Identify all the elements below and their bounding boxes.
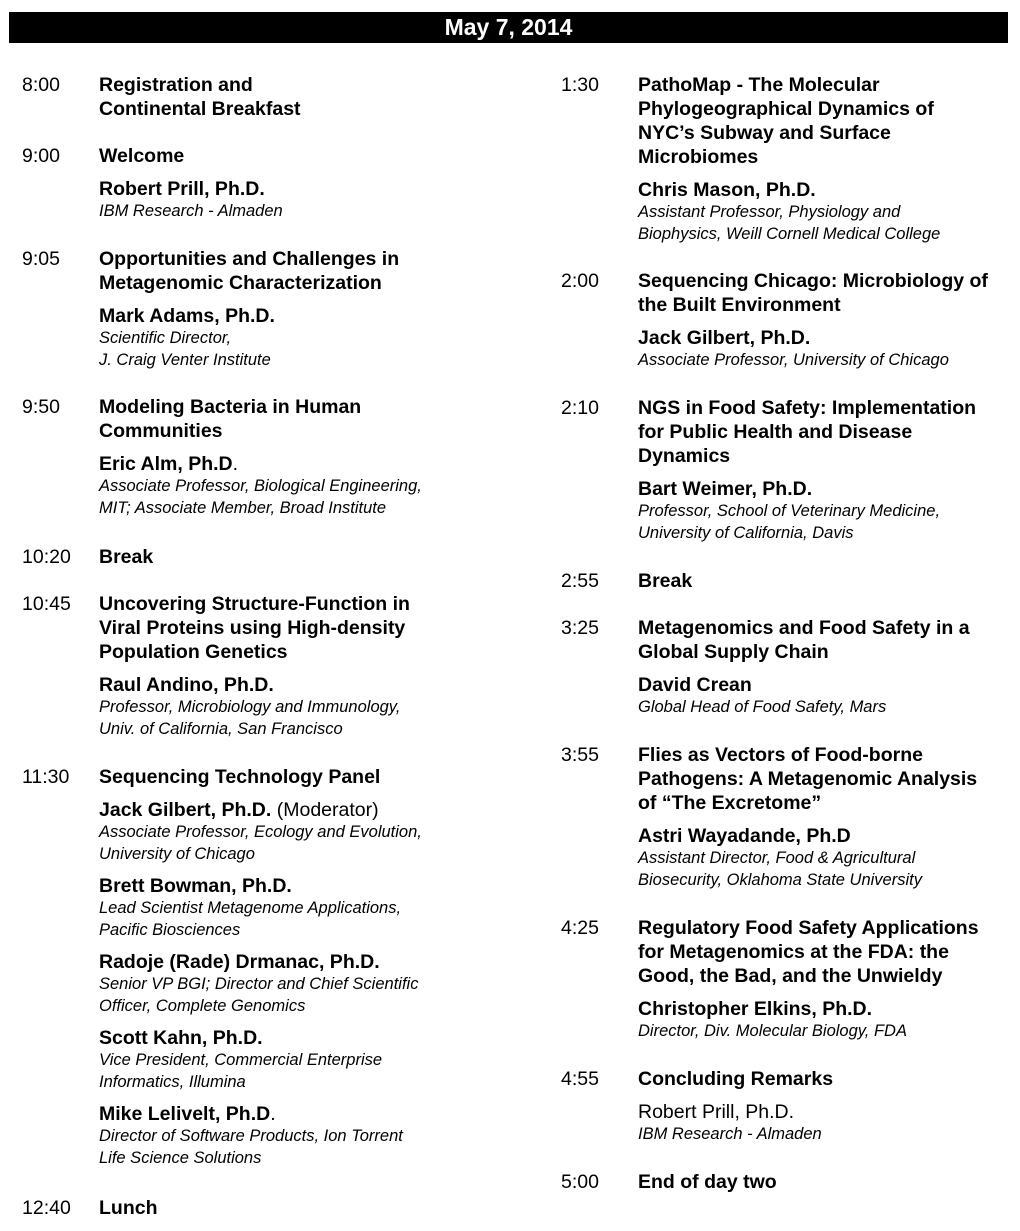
session-title	[99, 144, 489, 168]
affiliation-line: Senior VP BGI; Director and Chief Scientific	[99, 975, 419, 993]
session-title-line: Break	[99, 546, 154, 568]
session-title	[638, 1170, 1020, 1194]
session-title-line: Population Genetics	[99, 641, 288, 663]
session-content	[99, 765, 489, 1169]
session-title-line: Uncovering Structure-Function in	[99, 593, 410, 615]
affiliation-line: University of California, Davis	[638, 523, 854, 542]
affiliation-line: J. Craig Venter Institute	[99, 350, 271, 369]
session-title-line: End of day two	[638, 1171, 777, 1193]
session-content	[99, 247, 489, 371]
affiliation-line: Lead Scientist Metagenome Applications,	[99, 899, 402, 917]
session-time: 10:45	[22, 593, 71, 615]
session-title-line: Opportunities and Challenges in	[99, 248, 400, 270]
speaker-block	[638, 478, 1020, 544]
session-time: 2:55	[561, 570, 599, 592]
session-time: 4:25	[561, 917, 599, 939]
session-title-line: Sequencing Chicago: Microbiology of	[638, 270, 988, 292]
session-content	[638, 1067, 1020, 1146]
affiliation-line: IBM Research - Almaden	[638, 1125, 822, 1143]
affiliation-line: Assistant Professor, Physiology and	[638, 203, 901, 221]
speaker-name-bold: Bart Weimer, Ph.D.	[638, 478, 813, 500]
session-content	[638, 569, 1020, 593]
speaker-name	[99, 453, 489, 476]
affiliation-line: Associate Professor, University of Chicago	[638, 351, 949, 369]
speaker-name	[99, 674, 489, 697]
speaker-affiliation	[99, 697, 489, 740]
speaker-name-bold: Robert Prill, Ph.D.	[99, 178, 265, 200]
speaker-name	[99, 178, 489, 201]
speaker-affiliation	[99, 201, 489, 223]
session-title	[638, 616, 1020, 664]
speaker-name-bold: Jack Gilbert, Ph.D.	[99, 799, 272, 821]
session-title-line: Flies as Vectors of Food-borne	[638, 744, 923, 766]
session-title	[638, 73, 1020, 169]
session-content	[638, 396, 1020, 544]
speaker-name-bold: Mark Adams, Ph.D.	[99, 305, 275, 327]
affiliation-line: Scientific Director,	[99, 329, 232, 347]
speaker-block	[99, 1027, 489, 1093]
affiliation-line: Associate Professor, Ecology and Evolution,	[99, 823, 422, 841]
session-title-line: Lunch	[99, 1197, 158, 1219]
speaker-affiliation	[99, 476, 489, 519]
speaker-name-suffix: .	[232, 453, 239, 475]
affiliation-line: Biosecurity, Oklahoma State University	[638, 870, 922, 889]
session-title	[638, 269, 1020, 317]
session-title-line: Phylogeographical Dynamics of	[638, 98, 934, 120]
session-time: 4:55	[561, 1068, 599, 1090]
affiliation-line: MIT; Associate Member, Broad Institute	[99, 498, 387, 517]
session-time: 5:00	[561, 1171, 599, 1193]
speaker-name-bold: Radoje (Rade) Drmanac, Ph.D.	[99, 951, 380, 973]
speaker-affiliation	[638, 1021, 1020, 1043]
session-time: 2:10	[561, 397, 599, 419]
speaker-name	[99, 305, 489, 328]
speaker-name-suffix: .	[270, 1103, 276, 1125]
session-title	[638, 916, 1020, 988]
speaker-name-bold: Brett Bowman, Ph.D.	[99, 875, 292, 897]
session-title-line: for Metagenomics at the FDA: the	[638, 941, 949, 963]
speaker-name	[99, 1103, 489, 1126]
affiliation-line: Director, Div. Molecular Biology, FDA	[638, 1022, 907, 1040]
speaker-affiliation	[99, 328, 489, 371]
session-title	[99, 765, 489, 789]
affiliation-line: Global Head of Food Safety, Mars	[638, 698, 887, 716]
session-content	[638, 916, 1020, 1043]
speaker-affiliation	[99, 974, 489, 1017]
session-title	[99, 395, 489, 443]
speaker-block	[99, 453, 489, 519]
session-title	[638, 569, 1020, 593]
session-title	[638, 1067, 1020, 1091]
speaker-block	[99, 875, 489, 941]
affiliation-line: Associate Professor, Biological Engineering,	[99, 477, 422, 495]
session-content	[638, 73, 1020, 245]
session-title-line: Concluding Remarks	[638, 1068, 834, 1090]
speaker-affiliation	[99, 822, 489, 865]
speaker-name	[638, 998, 1020, 1021]
speaker-affiliation	[638, 1124, 1020, 1146]
speaker-block	[99, 951, 489, 1017]
session-title	[99, 1196, 489, 1220]
session-title-line: the Built Environment	[638, 294, 841, 316]
session-title-line: Good, the Bad, and the Unwieldy	[638, 965, 943, 987]
speaker-affiliation	[638, 848, 1020, 891]
speaker-block	[99, 305, 489, 371]
affiliation-line: Assistant Director, Food & Agricultural	[638, 849, 916, 867]
session-title-line: Registration and	[99, 74, 253, 96]
session-content	[99, 144, 489, 223]
affiliation-line: Informatics, Illumina	[99, 1072, 246, 1091]
speaker-block	[638, 998, 1020, 1043]
session-title-line: Metagenomics and Food Safety in a	[638, 617, 970, 639]
speaker-name-bold: Mike Lelivelt, Ph.D	[99, 1103, 271, 1125]
speaker-affiliation	[638, 350, 1020, 372]
speaker-affiliation	[99, 1050, 489, 1093]
speaker-affiliation	[99, 898, 489, 941]
speaker-block	[638, 674, 1020, 719]
affiliation-line: Life Science Solutions	[99, 1148, 262, 1167]
session-content	[638, 743, 1020, 891]
speaker-name-bold: Scott Kahn, Ph.D.	[99, 1027, 263, 1049]
speaker-name-bold: Raul Andino, Ph.D.	[99, 674, 274, 696]
session-content	[99, 545, 489, 569]
session-title-line: NYC’s Subway and Surface	[638, 122, 891, 144]
session-title-line: NGS in Food Safety: Implementation	[638, 397, 977, 419]
session-content	[99, 73, 489, 121]
speaker-name	[638, 179, 1020, 202]
speaker-name	[99, 875, 489, 898]
session-time: 1:30	[561, 74, 599, 96]
speaker-block	[99, 799, 489, 865]
session-time: 9:05	[22, 248, 60, 270]
speaker-affiliation	[638, 501, 1020, 544]
speaker-affiliation	[638, 697, 1020, 719]
session-title-line: Pathogens: A Metagenomic Analysis	[638, 768, 978, 790]
speaker-affiliation	[99, 1126, 489, 1169]
session-title	[99, 247, 489, 295]
affiliation-line: Biophysics, Weill Cornell Medical College	[638, 224, 941, 243]
affiliation-line: Officer, Complete Genomics	[99, 996, 306, 1015]
speaker-name-bold: Eric Alm, Ph.D	[99, 453, 233, 475]
speaker-block	[99, 1103, 489, 1169]
session-title-line: Continental Breakfast	[99, 98, 301, 120]
session-title	[99, 545, 489, 569]
speaker-block	[638, 327, 1020, 372]
speaker-name	[638, 825, 1020, 848]
session-time: 2:00	[561, 270, 599, 292]
session-title-line: Communities	[99, 420, 223, 442]
session-title	[99, 73, 489, 121]
affiliation-line: Vice President, Commercial Enterprise	[99, 1051, 383, 1069]
speaker-block	[99, 178, 489, 223]
session-title-line: Microbiomes	[638, 146, 759, 168]
session-time: 10:20	[22, 546, 71, 568]
date-banner	[9, 12, 1008, 43]
session-content	[638, 1170, 1020, 1194]
session-time: 9:00	[22, 145, 60, 167]
speaker-name	[99, 799, 489, 822]
session-content	[99, 592, 489, 740]
speaker-name	[99, 1027, 489, 1050]
session-time: 3:55	[561, 744, 599, 766]
speaker-block	[638, 179, 1020, 245]
session-content	[99, 395, 489, 519]
session-title-line: Regulatory Food Safety Applications	[638, 917, 979, 939]
session-title-line: for Public Health and Disease	[638, 421, 913, 443]
session-content	[99, 1196, 489, 1220]
speaker-block	[638, 825, 1020, 891]
speaker-name-suffix: Robert Prill, Ph.D.	[638, 1101, 795, 1123]
session-title	[638, 396, 1020, 468]
session-title-line: Global Supply Chain	[638, 641, 829, 663]
session-title-line: Sequencing Technology Panel	[99, 766, 381, 788]
affiliation-line: Director of Software Products, Ion Torrent	[99, 1127, 403, 1145]
affiliation-line: IBM Research - Almaden	[99, 202, 283, 220]
speaker-name	[638, 327, 1020, 350]
session-title-line: PathoMap - The Molecular	[638, 74, 880, 96]
speaker-affiliation	[638, 202, 1020, 245]
affiliation-line: Univ. of California, San Francisco	[99, 719, 343, 738]
speaker-name-suffix: (Moderator)	[271, 799, 379, 821]
speaker-name	[638, 478, 1020, 501]
session-title-line: of “The Excretome”	[638, 792, 822, 814]
speaker-name	[638, 674, 1020, 697]
session-title-line: Metagenomic Characterization	[99, 272, 382, 294]
session-title-line: Viral Proteins using High-density	[99, 617, 406, 639]
speaker-name-bold: Astri Wayadande, Ph.D	[638, 825, 851, 847]
speaker-block	[638, 1101, 1020, 1146]
speaker-name-bold: Christopher Elkins, Ph.D.	[638, 998, 873, 1020]
session-title-line: Break	[638, 570, 693, 592]
affiliation-line: Pacific Biosciences	[99, 920, 241, 939]
affiliation-line: University of Chicago	[99, 844, 255, 863]
speaker-name	[638, 1101, 1020, 1124]
affiliation-line: Professor, School of Veterinary Medicine,	[638, 502, 941, 520]
session-time: 9:50	[22, 396, 60, 418]
session-title-line: Dynamics	[638, 445, 731, 467]
session-time: 12:40	[22, 1197, 71, 1219]
speaker-name-bold: Jack Gilbert, Ph.D.	[638, 327, 811, 349]
session-title-line: Modeling Bacteria in Human	[99, 396, 362, 418]
session-content	[638, 269, 1020, 372]
session-time: 3:25	[561, 617, 599, 639]
date-heading: May 7, 2014	[444, 14, 573, 40]
session-title	[99, 592, 489, 664]
session-content	[638, 616, 1020, 719]
speaker-name-bold: David Crean	[638, 674, 752, 696]
speaker-block	[99, 674, 489, 740]
speaker-name	[99, 951, 489, 974]
session-title-line: Welcome	[99, 145, 185, 167]
affiliation-line: Professor, Microbiology and Immunology,	[99, 698, 401, 716]
session-time: 11:30	[22, 766, 70, 788]
speaker-name-bold: Chris Mason, Ph.D.	[638, 179, 816, 201]
session-title	[638, 743, 1020, 815]
session-time: 8:00	[22, 74, 60, 96]
